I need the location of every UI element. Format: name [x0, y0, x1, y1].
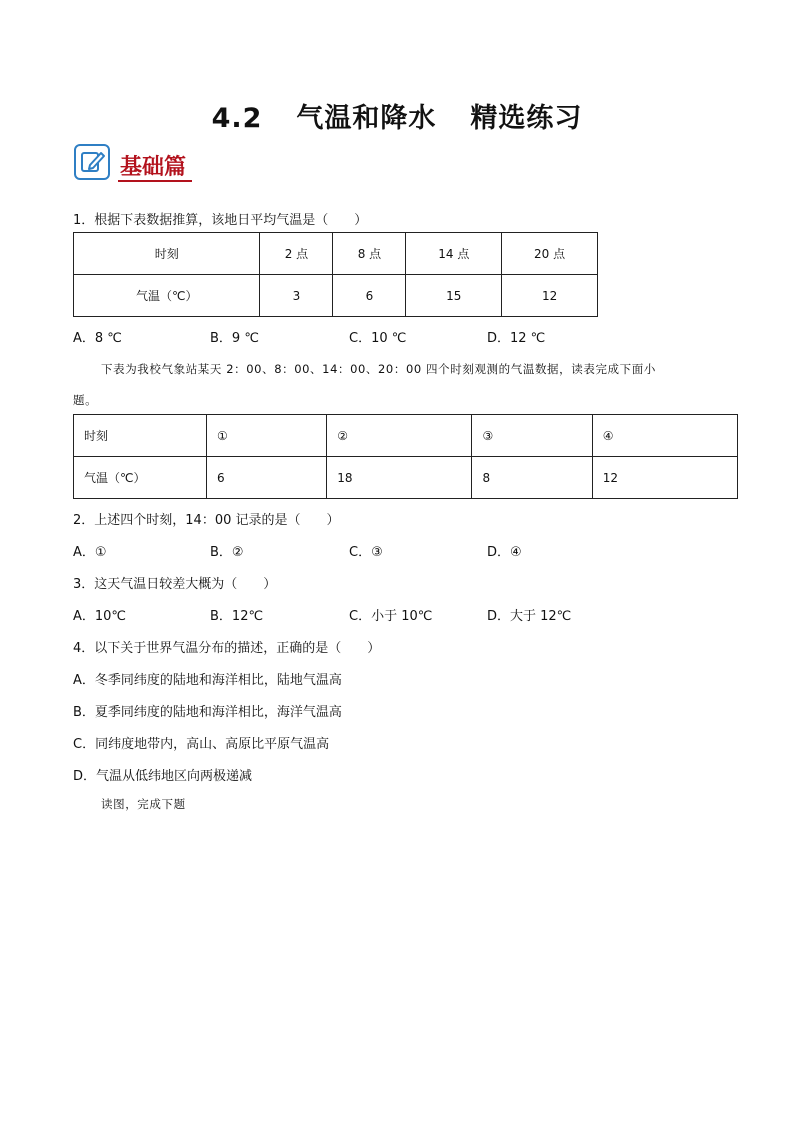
- q3-option-c[interactable]: C．小于 10℃: [349, 609, 433, 624]
- group-intro-line2: 题。: [73, 393, 98, 407]
- section-label: 基础篇: [120, 154, 187, 180]
- q1-option-b[interactable]: B．9 ℃: [210, 331, 259, 346]
- table-cell: 3: [260, 275, 333, 317]
- table-cell: 20 点: [502, 233, 598, 275]
- table-cell: ②: [327, 415, 472, 457]
- q2-option-b[interactable]: B．②: [210, 545, 244, 560]
- q1-table: [73, 232, 598, 317]
- table-cell: 2 点: [260, 233, 333, 275]
- q1-option-a[interactable]: A．8 ℃: [73, 331, 122, 346]
- pencil-note-icon: [74, 144, 110, 180]
- q4-option-d[interactable]: D．气温从低纬地区向两极递减: [73, 769, 253, 784]
- section-underline: [118, 180, 192, 182]
- q3-option-d[interactable]: D．大于 12℃: [487, 609, 572, 624]
- table-row: [74, 233, 598, 275]
- q3-stem: 3．这天气温日较差大概为（ ）: [73, 577, 277, 592]
- table-row: [74, 275, 598, 317]
- table-row: [74, 415, 738, 457]
- q2-option-c[interactable]: C．③: [349, 545, 383, 560]
- table-cell: 气温（℃）: [74, 275, 260, 317]
- table-cell: ③: [472, 415, 592, 457]
- table-cell: 18: [327, 457, 472, 499]
- table-cell: 气温（℃）: [74, 457, 207, 499]
- q4-option-a[interactable]: A．冬季同纬度的陆地和海洋相比，陆地气温高: [73, 673, 342, 688]
- q1-stem: 1．根据下表数据推算，该地日平均气温是（ ）: [73, 213, 368, 228]
- table-cell: 14 点: [406, 233, 502, 275]
- page-title: [0, 96, 794, 135]
- table-row: [74, 457, 738, 499]
- table-cell: 12: [592, 457, 737, 499]
- group-table: [73, 414, 738, 499]
- q2-stem: 2．上述四个时刻，14：00 记录的是（ ）: [73, 513, 340, 528]
- q1-option-d[interactable]: D．12 ℃: [487, 331, 546, 346]
- title-number: 4.2: [211, 103, 263, 134]
- table-cell: 6: [207, 457, 327, 499]
- table-cell: ④: [592, 415, 737, 457]
- group-intro-line1: 下表为我校气象站某天 2：00、8：00、14：00、20：00 四个时刻观测的气温数据，读表完成下面小: [101, 362, 656, 376]
- table-cell: 8 点: [333, 233, 406, 275]
- q3-option-b[interactable]: B．12℃: [210, 609, 264, 624]
- q4-option-c[interactable]: C．同纬度地带内，高山、高原比平原气温高: [73, 737, 330, 752]
- table-cell: 6: [333, 275, 406, 317]
- footer-prompt: 读图，完成下题: [101, 797, 186, 811]
- title-part2: 精选练习: [470, 103, 583, 134]
- title-part1: 气温和降水: [296, 103, 437, 134]
- table-cell: ①: [207, 415, 327, 457]
- q3-option-a[interactable]: A．10℃: [73, 609, 127, 624]
- table-cell: 15: [406, 275, 502, 317]
- table-cell: 时刻: [74, 415, 207, 457]
- q2-option-d[interactable]: D．④: [487, 545, 522, 560]
- q2-option-a[interactable]: A．①: [73, 545, 107, 560]
- table-cell: 时刻: [74, 233, 260, 275]
- q4-stem: 4．以下关于世界气温分布的描述，正确的是（ ）: [73, 641, 381, 656]
- table-cell: 8: [472, 457, 592, 499]
- q1-option-c[interactable]: C．10 ℃: [349, 331, 407, 346]
- q4-option-b[interactable]: B．夏季同纬度的陆地和海洋相比，海洋气温高: [73, 705, 342, 720]
- table-cell: 12: [502, 275, 598, 317]
